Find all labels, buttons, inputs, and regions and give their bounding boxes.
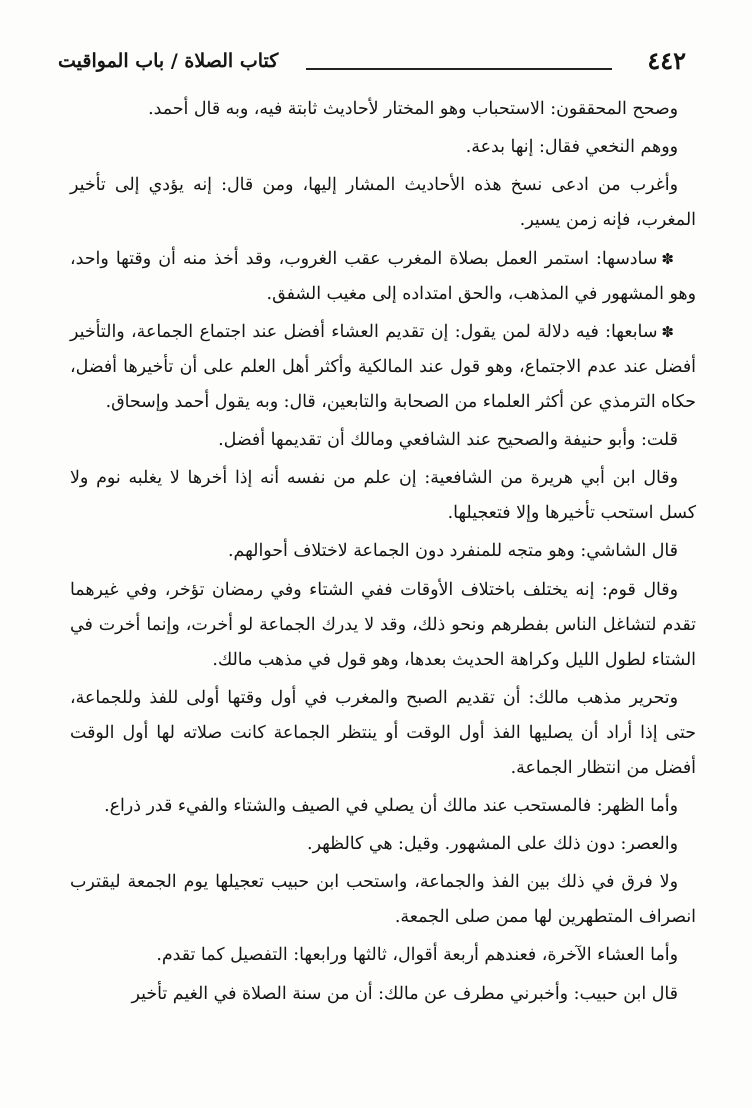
page-number: ٤٤٢ — [647, 46, 686, 75]
paragraph — [70, 92, 696, 127]
paragraph-text: قلت: وأبو حنيفة والصحيح عند الشافعي ومالك أن تقديمها أفضل. — [218, 429, 678, 450]
paragraph — [70, 865, 696, 935]
asterisk-marker-icon: ✽ — [661, 322, 674, 341]
paragraph — [70, 130, 696, 165]
header-rule — [306, 68, 612, 70]
running-title: كتاب الصلاة / باب المواقيت — [58, 50, 279, 72]
paragraph — [70, 938, 696, 973]
paragraph-text: قال الشاشي: وهو متجه للمنفرد دون الجماعة لاختلاف أحوالهم. — [228, 541, 678, 562]
paragraph-text: ووهم النخعي فقال: إنها بدعة. — [465, 137, 678, 158]
paragraph-text: وأما الظهر: فالمستحب عند مالك أن يصلي في الصيف والشتاء والفيء قدر ذراع. — [104, 795, 678, 816]
paragraph-text: وأما العشاء الآخرة، فعندهم أربعة أقوال، ثالثها ورابعها: التفصيل كما تقدم. — [156, 945, 678, 966]
paragraph-text: قال ابن حبيب: وأخبرني مطرف عن مالك: أن من سنة الصلاة في الغيم تأخير — [131, 983, 678, 1004]
paragraph-text: والعصر: دون ذلك على المشهور. وقيل: هي كالظهر. — [307, 834, 678, 855]
paragraph — [70, 315, 696, 420]
paragraph — [70, 534, 696, 569]
paragraph-text: ولا فرق في ذلك بين الفذ والجماعة، واستحب ابن حبيب تعجيلها يوم الجمعة ليقترب انصراف المتطهرين لها ممن صلى الجمعة. — [70, 872, 696, 928]
paragraph-text: وصحح المحققون: الاستحباب وهو المختار لأحاديث ثابتة فيه، وبه قال أحمد. — [148, 99, 678, 119]
paragraph — [70, 977, 696, 1012]
paragraph — [70, 681, 696, 786]
paragraph-text: سابعها: فيه دلالة لمن يقول: إن تقديم العشاء أفضل عند اجتماع الجماعة، والتأخير أفضل عند عدم الاجتماع، وهو قول عند المالكية وأكثر أهل العلم على أن تأخيرها أفضل، حكاه الترمذي عن أكثر العلماء من الصحابة والتابعين، قال: وبه يقول أحمد وإسحاق. — [70, 321, 696, 412]
paragraph — [70, 242, 696, 312]
paragraph — [70, 423, 696, 458]
paragraph-text: وقال قوم: إنه يختلف باختلاف الأوقات ففي الشتاء وفي رمضان تؤخر، وفي غيرهما تقدم لتشاغل الناس بفطرهم ونحو ذلك، وقد لا يدرك الجماعة لو أخرت، وإنما أخرت في الشتاء لطول الليل وكراهة الحديث بعدها، وهو قول في مذهب مالك. — [70, 579, 696, 670]
asterisk-marker-icon: ✽ — [661, 249, 674, 268]
paragraph-text: وقال ابن أبي هريرة من الشافعية: إن علم من نفسه أنه إذا أخرها لا يغلبه نوم ولا كسل استحب تأخيرها وإلا فتعجيلها. — [70, 468, 696, 524]
paragraph-text: وأغرب من ادعى نسخ هذه الأحاديث المشار إليها، ومن قال: إنه يؤدي إلى تأخير المغرب، فإنه زمن يسير. — [70, 175, 696, 231]
paragraph — [70, 789, 696, 824]
paragraph-text: سادسها: استمر العمل بصلاة المغرب عقب الغروب، وقد أخذ منه أن وقتها واحد، وهو المشهور في المذهب، والحق امتداده إلى مغيب الشفق. — [70, 248, 696, 304]
paragraph — [70, 573, 696, 678]
page-header — [58, 44, 686, 84]
body-text — [70, 92, 696, 1015]
paragraph — [70, 827, 696, 862]
paragraph-text: وتحرير مذهب مالك: أن تقديم الصبح والمغرب في أول وقتها أولى للفذ وللجماعة، حتى إذا أراد أن يصليها الفذ أول الوقت أو ينتظر الجماعة كانت صلاته لها أول الوقت أفضل من انتظار الجماعة. — [70, 687, 696, 778]
paragraph — [70, 461, 696, 531]
paragraph — [70, 168, 696, 238]
